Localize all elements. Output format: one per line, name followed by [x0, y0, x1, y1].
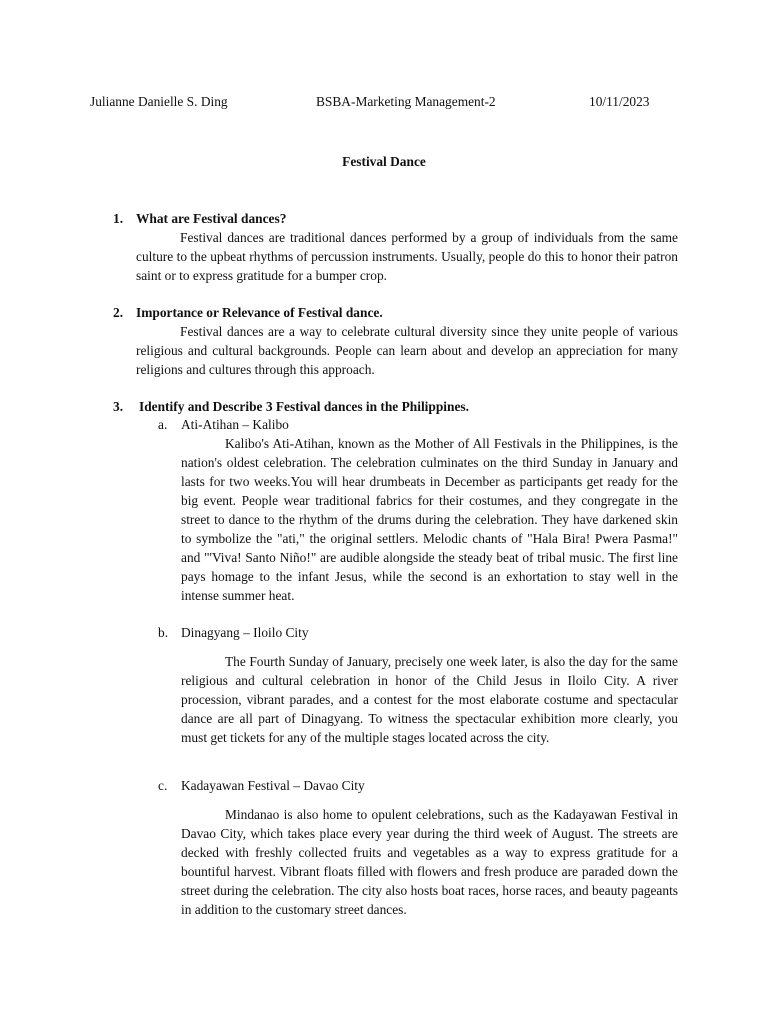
q3-heading: Identify and Describe 3 Festival dances in the Philippines. — [139, 399, 469, 414]
item-c-title: Kadayawan Festival – Davao City — [181, 778, 365, 793]
item-a-body: Kalibo's Ati-Atihan, known as the Mother of All Festivals in the Philippines, is the nation's oldest celebration. The celebration culminates on the third Sunday in January and lasts for two weeks.You will hear drumbeats in December as participants get ready for the big event. People wear traditional fabrics for their costumes, and they congregate in the street to dance to the rhythm of the drums during the celebration. They have darkened skin to symbolize the "ati," the original settlers. Melodic chants of "Hala Bira! Pwera Pasma!" and "'Viva! Santo Niño!" are audible alongside the steady beat of tribal music. The first line pays homage to the infant Jesus, while the second is an exhortation to stay well in the intense summer heat. — [181, 436, 678, 603]
item-c-letter: c. — [158, 778, 168, 793]
q1-body: Festival dances are traditional dances performed by a group of individuals from the same culture to the upbeat rhythms of percussion instruments. Usually, people do this to honor their patron saint or to express gratitude for a bumper crop. — [136, 230, 678, 283]
q3-number: 3. — [113, 399, 124, 414]
item-c-body: Mindanao is also home to opulent celebrations, such as the Kadayawan Festival in Davao City, which takes place every year during the third week of August. The streets are decked with freshly collected fruits and vegetables as a way to express gratitude for a bountiful harvest. Vibrant floats filled with flowers and fresh produce are paraded down the street during the celebration. The city also hosts boat races, horse races, and beauty pageants in addition to the customary street dances. — [181, 807, 678, 917]
q2-number: 2. — [113, 305, 124, 320]
course-label: BSBA-Marketing Management-2 — [316, 94, 496, 109]
item-b-body: The Fourth Sunday of January, precisely one week later, is also the day for the same religious and cultural celebration in honor of the Child Jesus in Iloilo City. A river procession, vibrant parades, and a contest for the most elaborate costume and spectacular dance are all part of Dinagyang. To witness the spectacular exhibition more clearly, you must get tickets for any of the multiple stages located across the city. — [181, 654, 678, 745]
item-a-title: Ati-Atihan – Kalibo — [181, 417, 289, 432]
q2-heading: Importance or Relevance of Festival dance. — [136, 305, 383, 320]
q1-number: 1. — [113, 211, 124, 226]
item-b-letter: b. — [158, 625, 169, 640]
author-name: Julianne Danielle S. Ding — [90, 94, 228, 109]
item-a-letter: a. — [158, 417, 168, 432]
document-title: Festival Dance — [342, 154, 426, 169]
q2-body: Festival dances are a way to celebrate cultural diversity since they unite people of various religious and cultural backgrounds. People can learn about and develop an appreciation for many religions and cultures through this approach. — [136, 324, 678, 377]
document-date: 10/11/2023 — [589, 94, 650, 109]
item-b-title: Dinagyang – Iloilo City — [181, 625, 309, 640]
q1-heading: What are Festival dances? — [136, 211, 287, 226]
